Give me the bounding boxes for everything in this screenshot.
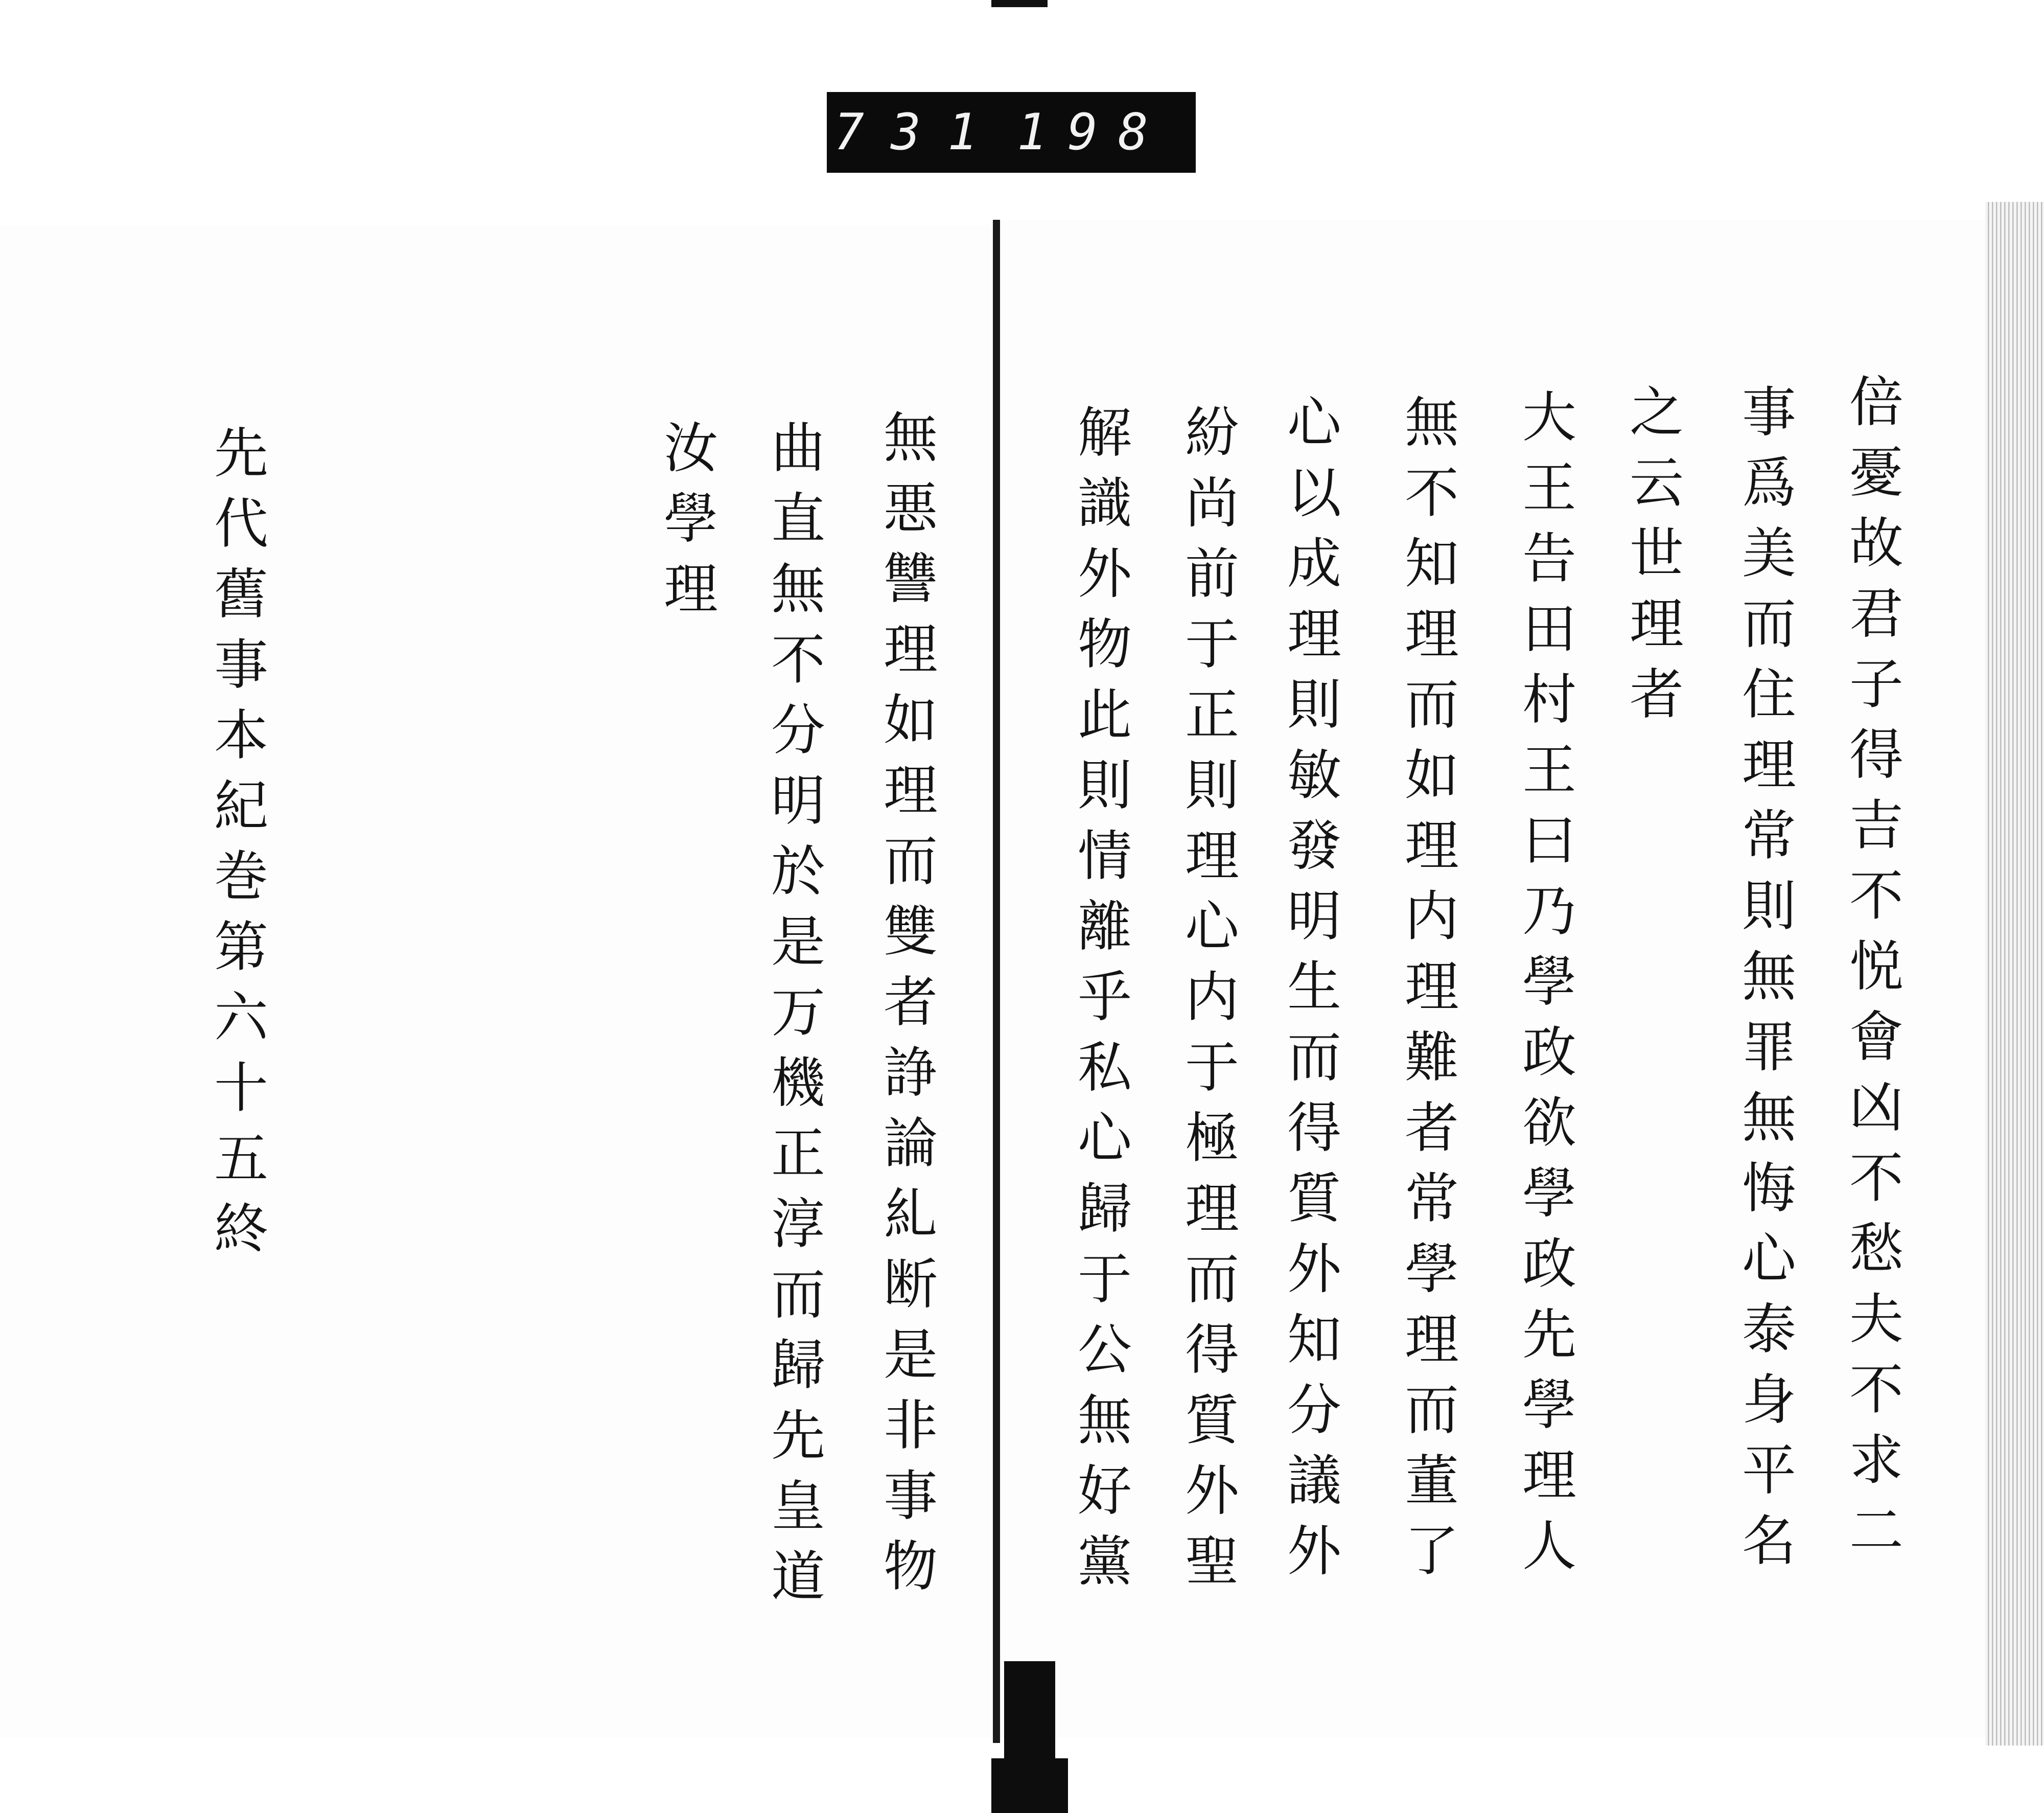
right-page-column-6: 心以成理則敏發明生而得質外知分議外 <box>1279 394 1341 1593</box>
left-page <box>0 225 994 1738</box>
left-page-column-1: 無悪讐理如理而雙者諍論糺断是非事物 <box>875 409 938 1608</box>
left-page-column-2: 曲直無不分明於是万機正淳而歸先皇道 <box>762 419 825 1618</box>
catalog-number-right: 198 <box>1017 103 1169 162</box>
right-page-edges <box>1985 202 2044 1746</box>
right-page-column-1: 倍憂故君子得吉不悦會凶不愁夫不求二 <box>1841 373 1903 1572</box>
book-gutter <box>993 220 1000 1743</box>
colophon: 先代舊事本紀巻第六十五終 <box>205 424 268 1271</box>
right-page-column-3: 之云世理者 <box>1621 383 1684 736</box>
right-page-column-5: 無不知理而如理内理難者常學理而董了 <box>1396 394 1459 1593</box>
right-page <box>999 220 1985 1738</box>
right-page-column-7: 紛尚前于正則理心内于極理而得質外聖 <box>1176 404 1239 1603</box>
right-page-column-2: 事爲美而住理常則無罪無悔心泰身平名 <box>1733 383 1796 1582</box>
catalog-number-left: 731 <box>834 103 1005 162</box>
top-binding-mark <box>991 0 1048 7</box>
bookmark-tassel-base <box>991 1758 1068 1813</box>
catalog-number-label <box>827 92 1196 173</box>
left-page-column-3: 汝學理 <box>655 419 718 631</box>
right-page-column-4: 大王告田村王曰乃學政欲學政先學理人 <box>1514 388 1576 1588</box>
right-page-column-8: 解識外物此則情離乎私心歸于公無好黨 <box>1069 404 1132 1603</box>
